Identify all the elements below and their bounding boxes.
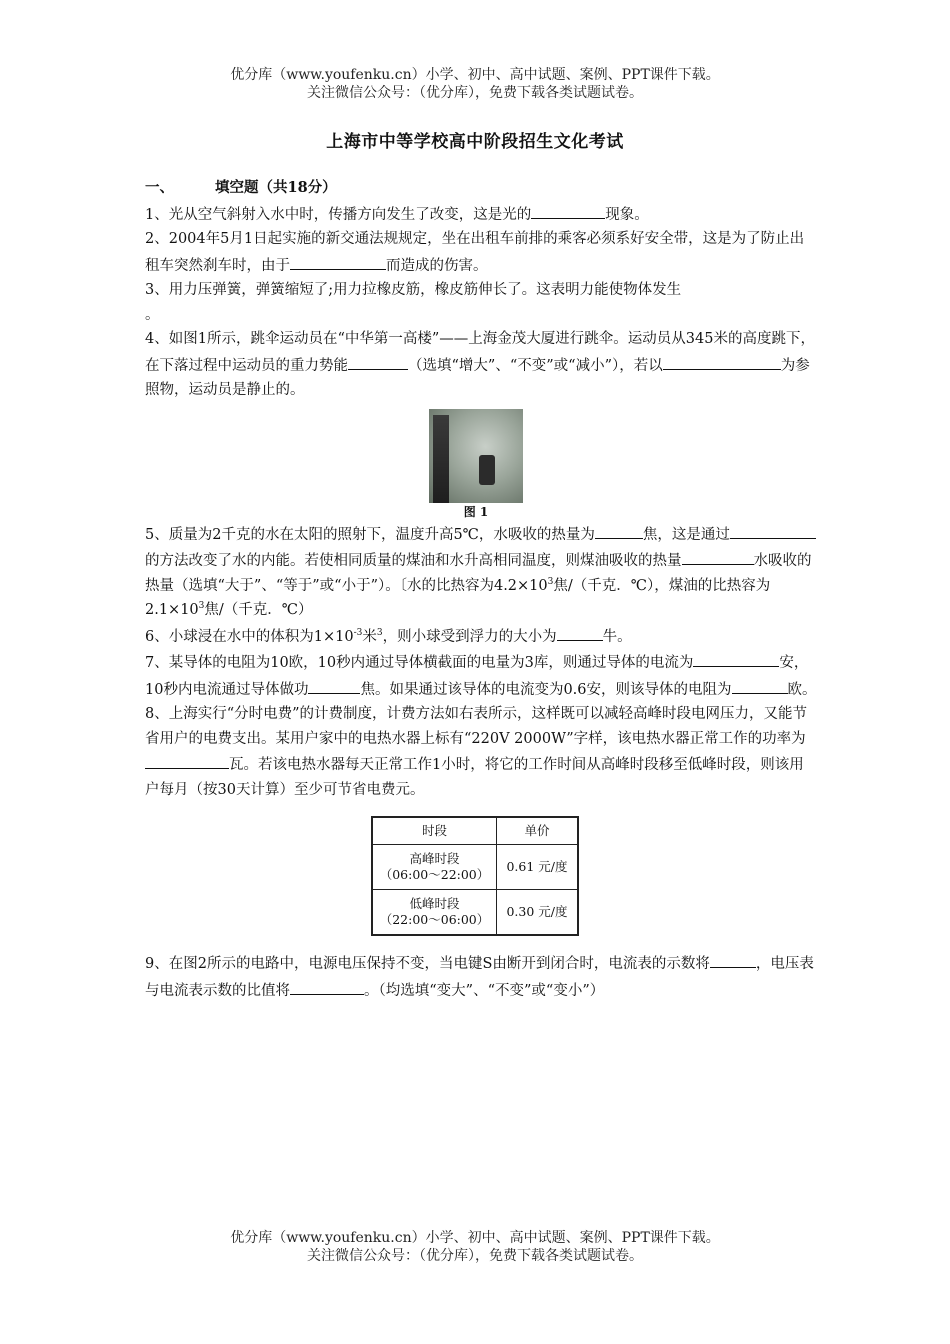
page-footer: [0, 1229, 950, 1265]
q1-blank: [531, 201, 605, 219]
header-line-2: 关注微信公众号：（优分库），免费下载各类试题试卷。: [307, 85, 643, 101]
q5-sup-2: 3: [198, 601, 205, 612]
q9-blank-2: [290, 977, 364, 995]
figure-1: [429, 409, 523, 521]
price-table-col-price: 单价: [497, 817, 579, 845]
q7-text-b: 安，10秒内电流通过导体做功: [145, 655, 809, 698]
q6-text-c: ，则小球受到浮力的大小为: [382, 628, 557, 645]
tower-shape: [433, 415, 449, 503]
table-row: [372, 890, 578, 936]
question-3: [145, 278, 817, 327]
question-5: [145, 521, 817, 623]
header-line-1: 优分库（www.youfenku.cn）小学、初中、高中试题、案例、PPT课件下载。: [230, 67, 720, 83]
section-heading: [145, 176, 817, 201]
q6-sup-2: 3: [376, 627, 383, 638]
q6-text-b: 米: [362, 628, 377, 645]
q4-text-a: 4、如图1所示，跳伞运动员在“中华第一高楼”——上海金茂大厦进行跳伞。运动员从345米的高度跳下，在下落过程中运动员的重力势能: [145, 331, 815, 374]
q3-text-a: 3、用力压弹簧，弹簧缩短了;用力拉橡皮筋，橡皮筋伸长了。这表明力能使物体发生: [145, 282, 682, 298]
q9-text-c: 。（均选填“变大”、“不变”或“变小”）: [364, 982, 605, 999]
q9-text-b: ，电压表与电流表示数的比值将: [145, 956, 814, 999]
period-cell: [372, 890, 497, 936]
section-number: 一、: [145, 179, 174, 196]
question-4: [145, 327, 817, 403]
q5-text-d: 水吸收的热量（选填“大于”、“等于”或“小于”）。〔水的比热容为4.2×10: [145, 553, 812, 594]
question-7: [145, 649, 817, 702]
document-body: [145, 176, 817, 1003]
price-cell: 0.30 元/度: [497, 890, 579, 936]
page-header: [0, 66, 950, 102]
q5-sup-1: 3: [547, 576, 554, 587]
figure-1-caption: 图 1: [463, 504, 489, 519]
q6-sup-1: -3: [353, 627, 363, 638]
q8-blank-1: [145, 751, 229, 769]
section-label: 填空题（共18分）: [215, 179, 337, 196]
jumper-shape: [479, 455, 495, 485]
q7-text-d: 欧。: [787, 681, 817, 698]
document-title: 上海市中等学校高中阶段招生文化考试: [326, 132, 624, 152]
question-9: [145, 950, 817, 1003]
q7-text-a: 7、某导体的电阻为10欧，10秒内通过导体横截面的电量为3库，则通过导体的电流为: [145, 655, 694, 671]
period-cell: [372, 845, 497, 890]
q7-text-c: 焦。如果通过该导体的电流变为0.6安，则该导体的电阻为: [360, 681, 732, 698]
q6-text-a: 6、小球浸在水中的体积为1×10: [145, 628, 354, 645]
q7-blank-3: [732, 676, 788, 694]
q9-blank-1: [710, 950, 756, 968]
q5-text-f: 焦/（千克．℃）: [204, 602, 313, 618]
question-6: [145, 623, 817, 650]
q5-text-a: 5、质量为2千克的水在太阳的照射下，温度升高5℃，水吸收的热量为: [145, 526, 595, 543]
price-cell: 0.61 元/度: [497, 845, 579, 890]
q7-blank-2: [308, 676, 360, 694]
q5-blank-2: [730, 521, 816, 539]
q9-text-a: 9、在图2所示的电路中，电源电压保持不变，当电键S由断开到闭合时，电流表的示数将: [145, 956, 710, 972]
q1-text-b: 现象。: [605, 206, 649, 223]
period-name: 高峰时段: [409, 851, 460, 866]
table-row: [372, 845, 578, 890]
q3-text-b: 。: [145, 306, 160, 323]
q4-text-c: 为参照物，运动员是静止的。: [145, 357, 810, 398]
q4-text-b: （选填“增大”、“不变”或“减小”），若以: [408, 357, 663, 374]
footer-line-1: 优分库（www.youfenku.cn）小学、初中、高中试题、案例、PPT课件下载。: [230, 1230, 720, 1246]
period-time: （06:00～22:00）: [379, 867, 490, 882]
q5-text-c: 的方法改变了水的内能。若使相同质量的煤油和水升高相同温度，则煤油吸收的热量: [145, 553, 682, 569]
q8-text-a: 8、上海实行“分时电费”的计费制度，计费方法如右表所示，这样既可以减轻高峰时段电网压力，又能节省用户的电费支出。某用户家中的电热水器上标有“220V 2000W”字样，该电热水器正常工作的功率为: [145, 706, 808, 747]
price-table: [371, 816, 579, 936]
footer-line-2: 关注微信公众号：（优分库），免费下载各类试题试卷。: [307, 1248, 643, 1264]
question-2: [145, 227, 817, 278]
q8-text-c: 元。: [395, 781, 425, 798]
price-table-col-period: 时段: [372, 817, 497, 845]
q4-blank-2: [663, 352, 781, 370]
q6-text-d: 牛。: [602, 628, 632, 645]
price-table-header: [372, 817, 578, 845]
question-8: [145, 702, 817, 802]
q4-blank-1: [348, 352, 408, 370]
q5-blank-1: [595, 521, 643, 539]
q5-text-b: 焦，这是通过: [642, 526, 730, 543]
q7-blank-1: [693, 649, 779, 667]
question-1: [145, 201, 817, 228]
q5-text-e: 焦/（千克．℃），煤油的比热容为2.1×10: [145, 577, 771, 618]
q1-text-a: 1、光从空气斜射入水中时，传播方向发生了改变，这是光的: [145, 206, 532, 223]
q2-text-b: 而造成的伤害。: [386, 257, 488, 274]
skydiver-photo: [429, 409, 523, 503]
q6-blank: [557, 623, 603, 641]
period-name: 低峰时段: [409, 896, 460, 911]
q2-blank: [290, 252, 386, 270]
period-time: （22:00～06:00）: [379, 912, 490, 927]
q2-text-a: 2、2004年5月1日起实施的新交通法规规定，坐在出租车前排的乘客必须系好安全带，这是为了防止出租车突然刹车时，由于: [145, 231, 805, 274]
q5-blank-3: [682, 547, 754, 565]
q8-text-b: 瓦。若该电热水器每天正常工作1小时，将它的工作时间从高峰时段移至低峰时段，则该用户每月（按30天计算）至少可节省电费: [145, 757, 804, 798]
